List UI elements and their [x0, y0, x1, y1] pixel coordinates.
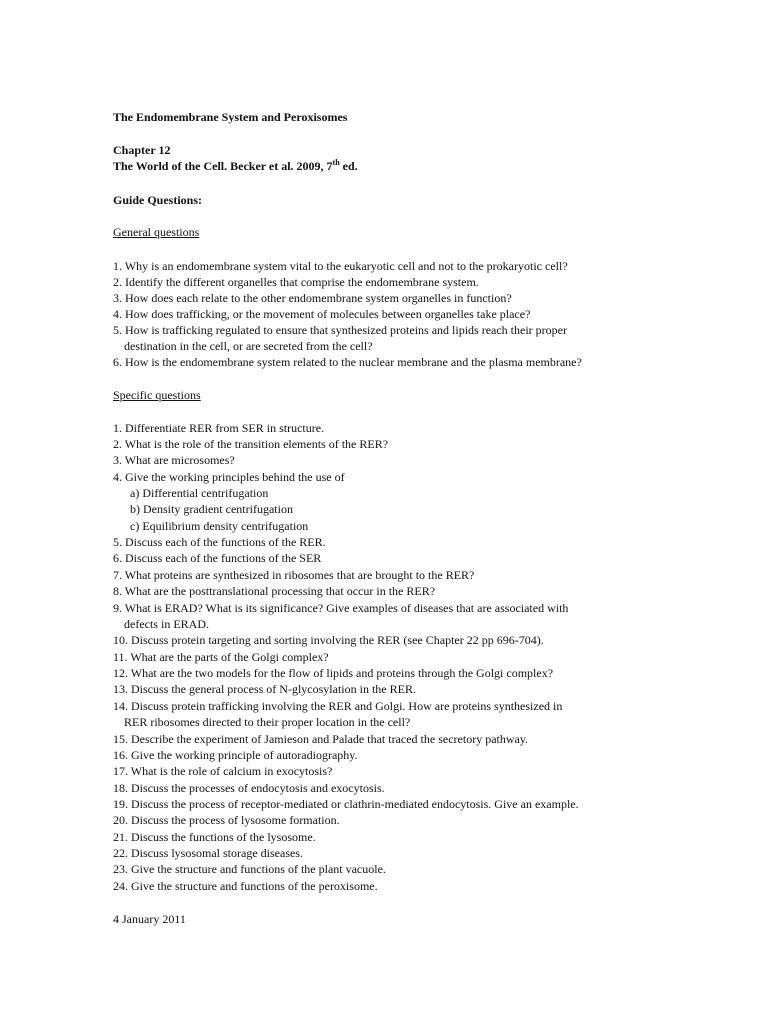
- specific-question: 7. What proteins are synthesized in ribosomes that are brought to the RER?: [113, 568, 475, 582]
- general-question: 6. How is the endomembrane system related to the nuclear membrane and the plasma membrane?: [113, 355, 582, 369]
- general-questions-heading: General questions: [113, 225, 200, 239]
- specific-question: 16. Give the working principle of autoradiography.: [113, 748, 358, 762]
- specific-question: 23. Give the structure and functions of the plant vacuole.: [113, 862, 386, 876]
- specific-question: 2. What is the role of the transition elements of the RER?: [113, 437, 389, 451]
- specific-question: 19. Discuss the process of receptor-mediated or clathrin-mediated endocytosis. Give an example.: [113, 797, 579, 811]
- specific-question: 6. Discuss each of the functions of the SER: [113, 551, 322, 565]
- specific-question: 9. What is ERAD? What is its significance? Give examples of diseases that are associated with: [113, 601, 569, 615]
- general-question: 3. How does each relate to the other endomembrane system organelles in function?: [113, 291, 512, 305]
- specific-question: 14. Discuss protein trafficking involving the RER and Golgi. How are proteins synthesized in: [113, 699, 563, 713]
- specific-question-subitem: c) Equilibrium density centrifugation: [130, 519, 309, 533]
- specific-question: 8. What are the posttranslational processing that occur in the RER?: [113, 584, 436, 598]
- specific-question: 5. Discuss each of the functions of the RER.: [113, 535, 326, 549]
- specific-question: 3. What are microsomes?: [113, 453, 235, 467]
- book-reference-edition: ed.: [339, 159, 358, 173]
- specific-question: 4. Give the working principles behind the use of: [113, 470, 345, 484]
- general-question: 4. How does trafficking, or the movement of molecules between organelles take place?: [113, 307, 531, 321]
- book-reference: [113, 158, 358, 174]
- specific-question-continuation: defects in ERAD.: [124, 617, 209, 631]
- chapter-label: Chapter 12: [113, 143, 171, 157]
- specific-question: 12. What are the two models for the flow of lipids and proteins through the Golgi complex?: [113, 666, 554, 680]
- general-question: 5. How is trafficking regulated to ensure that synthesized proteins and lipids reach their proper: [113, 323, 567, 337]
- general-question: 2. Identify the different organelles that comprise the endomembrane system.: [113, 275, 479, 289]
- specific-question-subitem: b) Density gradient centrifugation: [130, 502, 293, 516]
- specific-question: 20. Discuss the process of lysosome formation.: [113, 813, 340, 827]
- general-question: 1. Why is an endomembrane system vital to the eukaryotic cell and not to the prokaryotic cell?: [113, 259, 568, 273]
- specific-question: 17. What is the role of calcium in exocytosis?: [113, 764, 333, 778]
- document-date: 4 January 2011: [113, 912, 186, 926]
- specific-question: 11. What are the parts of the Golgi complex?: [113, 650, 329, 664]
- general-question-continuation: destination in the cell, or are secreted from the cell?: [124, 339, 373, 353]
- specific-question: 1. Differentiate RER from SER in structure.: [113, 421, 325, 435]
- document-title: The Endomembrane System and Peroxisomes: [113, 110, 348, 124]
- book-reference-superscript: th: [332, 158, 340, 167]
- book-reference-text: The World of the Cell. Becker et al. 2009, 7: [113, 159, 333, 173]
- specific-question-continuation: RER ribosomes directed to their proper location in the cell?: [124, 715, 411, 729]
- specific-question: 18. Discuss the processes of endocytosis and exocytosis.: [113, 781, 385, 795]
- specific-question: 15. Describe the experiment of Jamieson and Palade that traced the secretory pathway.: [113, 732, 529, 746]
- guide-questions-heading: Guide Questions:: [113, 193, 203, 207]
- specific-question: 21. Discuss the functions of the lysosome.: [113, 830, 316, 844]
- specific-question-subitem: a) Differential centrifugation: [130, 486, 269, 500]
- specific-question: 22. Discuss lysosomal storage diseases.: [113, 846, 303, 860]
- specific-question: 13. Discuss the general process of N-glycosylation in the RER.: [113, 682, 416, 696]
- specific-question: 24. Give the structure and functions of the peroxisome.: [113, 879, 378, 893]
- specific-question: 10. Discuss protein targeting and sorting involving the RER (see Chapter 22 pp 696-704).: [113, 633, 544, 647]
- specific-questions-heading: Specific questions: [113, 388, 201, 402]
